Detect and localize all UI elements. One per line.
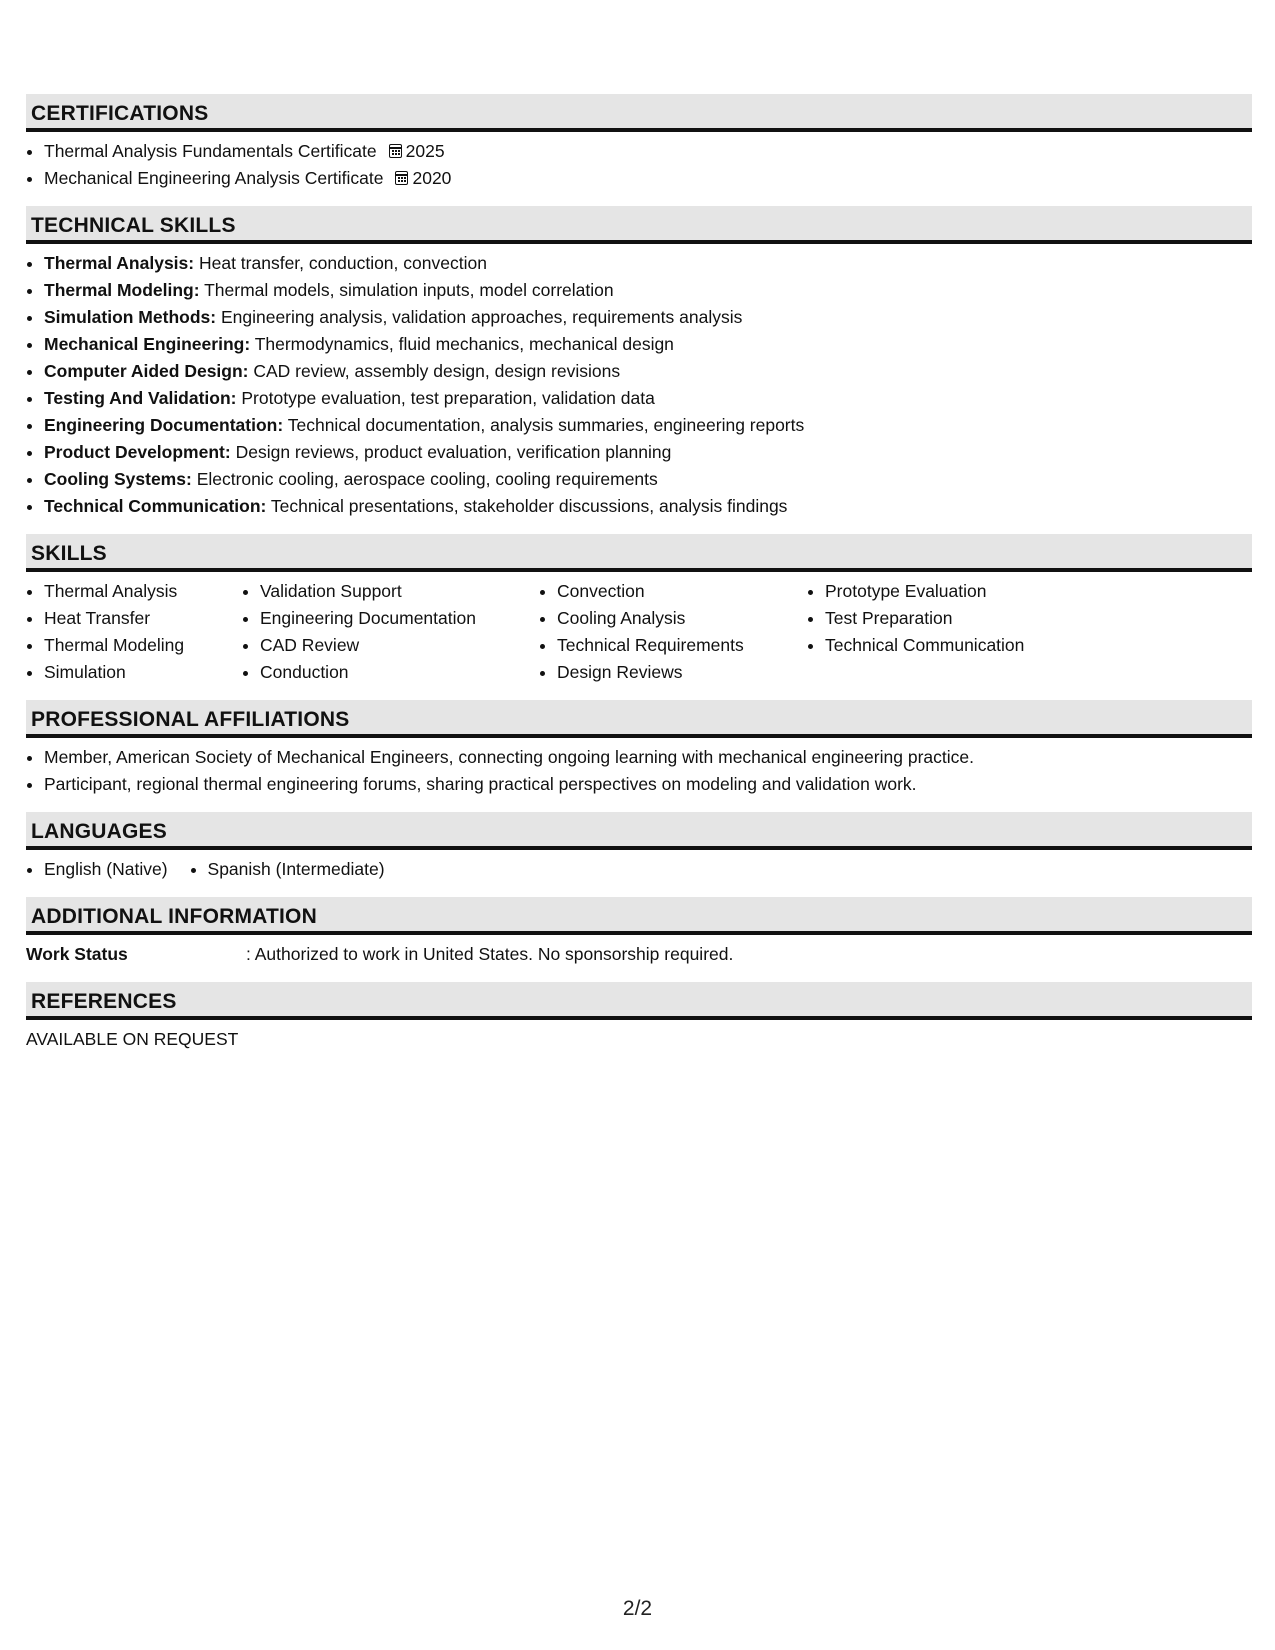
section-heading: PROFESSIONAL AFFILIATIONS [26, 700, 1252, 738]
list-item [44, 439, 1252, 466]
list-item: • Spanish (Intermediate) [208, 856, 385, 883]
list-item: • Thermal Modeling [44, 632, 222, 659]
list-item: • Participant, regional thermal engineering forums, sharing practical perspectives on modeling and validation work. [44, 771, 1252, 798]
list-item [44, 277, 1252, 304]
work-status-row [26, 941, 1252, 968]
skill-text: Heat transfer, conduction, convection [198, 253, 487, 273]
list-item: • Technical Communication [825, 632, 1125, 659]
additional-info-section [26, 897, 1252, 968]
language-entry [190, 856, 385, 883]
certification-year: 2020 [412, 168, 452, 188]
list-item [44, 331, 1252, 358]
skills-column [26, 578, 222, 686]
skills-grid [26, 572, 1252, 686]
section-heading: TECHNICAL SKILLS [26, 206, 1252, 244]
list-item: • English (Native) [44, 856, 168, 883]
skill-label: Simulation Methods: [44, 307, 217, 327]
skill-label: Cooling Systems: [44, 469, 192, 489]
list-item: • Convection [557, 578, 787, 605]
technical-skills-list [26, 250, 1252, 520]
page-number: 2/2 [622, 1597, 653, 1620]
skill-label: Testing And Validation: [44, 388, 237, 408]
list-item: • Simulation [44, 659, 222, 686]
languages-section [26, 812, 1252, 883]
skills-section [26, 534, 1252, 686]
technical-skills-section [26, 206, 1252, 520]
list-item: • Design Reviews [557, 659, 787, 686]
list-item: • Conduction [260, 659, 519, 686]
list-item: • Validation Support [260, 578, 519, 605]
calendar-icon [395, 171, 408, 185]
affiliations-section [26, 700, 1252, 798]
list-item: • CAD Review [260, 632, 519, 659]
list-item: • Member, American Society of Mechanical Engineers, connecting ongoing learning with mechanical engineering practice. [44, 744, 1252, 771]
list-item [44, 165, 1252, 192]
resume-page [26, 94, 1252, 1067]
list-item: • Cooling Analysis [557, 605, 787, 632]
work-status-value: : Authorized to work in United States. No sponsorship required. [246, 944, 734, 964]
certification-name: Mechanical Engineering Analysis Certificate [44, 168, 384, 188]
skill-label: Product Development: [44, 442, 231, 462]
list-item: • Thermal Analysis [44, 578, 222, 605]
skill-text: CAD review, assembly design, design revisions [253, 361, 621, 381]
certification-name: Thermal Analysis Fundamentals Certificate [44, 141, 377, 161]
skills-column [242, 578, 519, 686]
list-item [44, 412, 1252, 439]
affiliations-list [26, 744, 1252, 798]
section-heading: SKILLS [26, 534, 1252, 572]
languages-list [26, 850, 1252, 883]
list-item: • Engineering Documentation [260, 605, 519, 632]
list-item [44, 493, 1252, 520]
skill-label: Thermal Modeling: [44, 280, 200, 300]
calendar-icon [389, 144, 402, 158]
list-item: • Test Preparation [825, 605, 1125, 632]
list-item [44, 250, 1252, 277]
list-item [44, 358, 1252, 385]
certification-year: 2025 [405, 141, 445, 161]
certifications-section [26, 94, 1252, 192]
skill-label: Engineering Documentation: [44, 415, 284, 435]
skill-label: Thermal Analysis: [44, 253, 195, 273]
skill-label: Technical Communication: [44, 496, 267, 516]
language-entry [26, 856, 168, 883]
references-text: AVAILABLE ON REQUEST [26, 1029, 239, 1049]
section-heading: ADDITIONAL INFORMATION [26, 897, 1252, 935]
skill-text: Electronic cooling, aerospace cooling, cooling requirements [196, 469, 658, 489]
skill-text: Technical presentations, stakeholder discussions, analysis findings [270, 496, 788, 516]
skill-text: Thermodynamics, fluid mechanics, mechanical design [254, 334, 674, 354]
skill-text: Thermal models, simulation inputs, model correlation [204, 280, 614, 300]
list-item: • Heat Transfer [44, 605, 222, 632]
skill-text: Design reviews, product evaluation, verification planning [235, 442, 672, 462]
list-item [44, 138, 1252, 165]
skills-column [807, 578, 1125, 686]
skill-label: Mechanical Engineering: [44, 334, 251, 354]
references-section [26, 982, 1252, 1053]
work-status-label: Work Status [26, 944, 128, 964]
section-heading: LANGUAGES [26, 812, 1252, 850]
list-item [44, 304, 1252, 331]
list-item [44, 466, 1252, 493]
skill-text: Prototype evaluation, test preparation, validation data [241, 388, 655, 408]
skill-label: Computer Aided Design: [44, 361, 249, 381]
skills-column [539, 578, 787, 686]
certifications-list [26, 138, 1252, 192]
skill-text: Engineering analysis, validation approaches, requirements analysis [220, 307, 743, 327]
list-item [44, 385, 1252, 412]
list-item: • Prototype Evaluation [825, 578, 1125, 605]
section-heading: CERTIFICATIONS [26, 94, 1252, 132]
list-item: • Technical Requirements [557, 632, 787, 659]
skill-text: Technical documentation, analysis summaries, engineering reports [287, 415, 805, 435]
section-heading: REFERENCES [26, 982, 1252, 1020]
